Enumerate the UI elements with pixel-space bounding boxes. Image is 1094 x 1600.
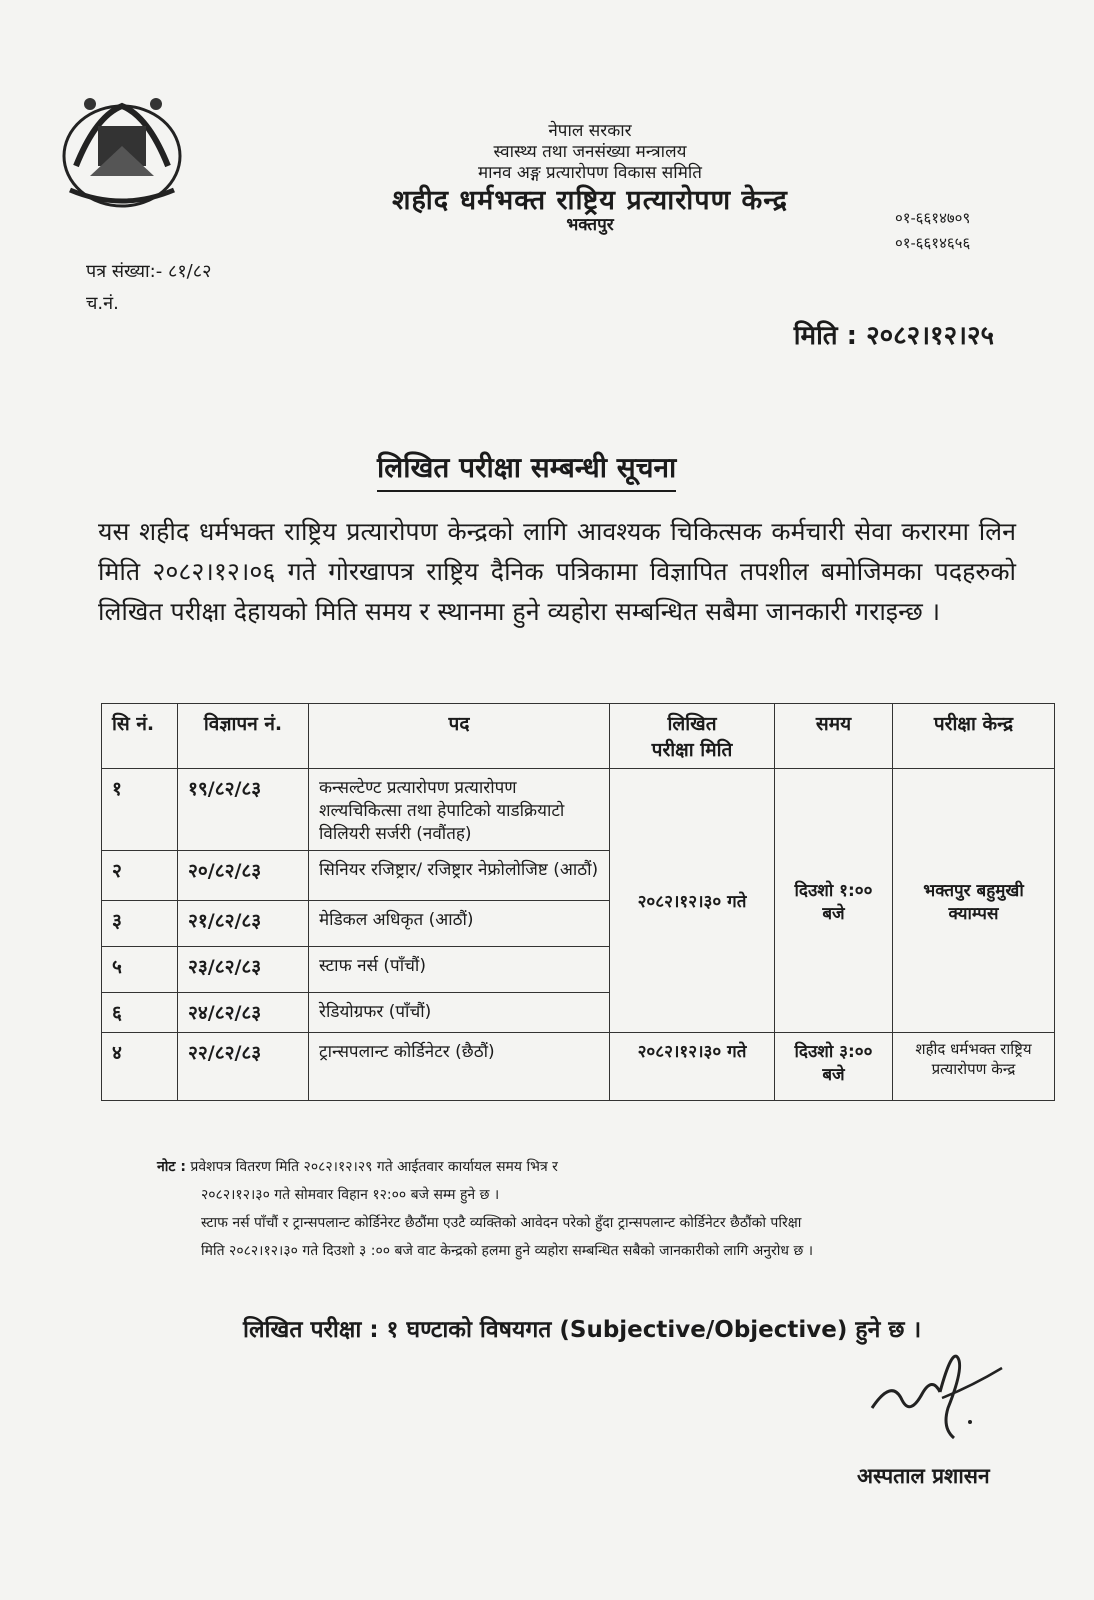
cell-ad-no: २४/८२/८३ [178,993,309,1033]
cell-sn: २ [102,851,178,901]
reference-block [86,256,211,320]
table-row [102,769,1055,851]
col-header-ad-no: विज्ञापन नं. [178,704,309,769]
notice-date: मिति : २०८२।१२।२५ [793,321,994,351]
cell-sn: ३ [102,901,178,947]
col-header-date-line2: परीक्षा मिति [651,739,733,761]
cell-exam-center: शहीद धर्मभक्त राष्ट्रिय प्रत्यारोपण केन्द्र [893,1033,1055,1101]
cell-post: ट्रान्सपलान्ट कोर्डिनेटर (छैठौं) [309,1033,610,1101]
col-header-post: पद [309,704,610,769]
cell-ad-no: १९/८२/८३ [178,769,309,851]
col-header-date [610,704,775,769]
signature-icon [862,1338,1012,1448]
cell-sn: ६ [102,993,178,1033]
table-row [102,1033,1055,1101]
header-location: भक्तपुर [566,215,614,235]
header-committee: मानव अङ्ग प्रत्यारोपण विकास समिति [478,163,702,183]
cell-sn: ४ [102,1033,178,1101]
col-header-time: समय [775,704,893,769]
exam-format: लिखित परीक्षा : १ घण्टाको विषयगत (Subjective/Objective) हुने छ । [243,1317,922,1343]
header-ministry: स्वास्थ्य तथा जनसंख्या मन्त्रालय [493,142,687,162]
header-govt: नेपाल सरकार [548,121,632,141]
col-header-date-line1: लिखित [667,713,717,735]
phone-number: ०१-६६१४६५६ [895,234,971,252]
cell-post: स्टाफ नर्स (पाँचौं) [309,947,610,993]
cell-ad-no: २०/८२/८३ [178,851,309,901]
note-label: नोट : [157,1159,186,1175]
cell-ad-no: २१/८२/८३ [178,901,309,947]
note-block [157,1153,1017,1265]
cell-post: रेडियोग्रफर (पाँचौं) [309,993,610,1033]
cell-exam-date: २०८२।१२।३० गते [610,1033,775,1101]
cell-exam-center: भक्तपुर बहुमुखी क्याम्पस [893,769,1055,1033]
cell-sn: ५ [102,947,178,993]
cell-exam-time: दिउशो ३:०० बजे [775,1033,893,1101]
note-line: २०८२।१२।३० गते सोमवार विहान १२:०० बजे सम्म हुने छ । [201,1187,500,1203]
table-header-row [102,704,1055,769]
cell-exam-time: दिउशो १:०० बजे [775,769,893,1033]
note-line: मिति २०८२।१२।३० गते दिउशो ३ :०० बजे वाट केन्द्रको हलमा हुने व्यहोरा सम्बन्धित सबैको जानकारीको लागि अनुरोध छ । [201,1243,814,1259]
letter-number: पत्र संख्या:- ८१/८२ [86,261,212,282]
notice-title: लिखित परीक्षा सम्बन्धी सूचना [377,448,676,492]
signatory-title: अस्पताल प्रशासन [857,1464,990,1488]
col-header-sn: सि नं. [102,704,178,769]
cell-ad-no: २३/८२/८३ [178,947,309,993]
header-org-name: शहीद धर्मभक्त राष्ट्रिय प्रत्यारोपण केन्द्र [392,185,788,216]
cell-exam-date: २०८२।१२।३० गते [610,769,775,1033]
notice-body: यस शहीद धर्मभक्त राष्ट्रिय प्रत्यारोपण केन्द्रको लागि आवश्यक चिकित्सक कर्मचारी सेवा करारमा लिन मिति २०८२।१२।०६ गते गोरखापत्र राष्ट्रिय दैनिक पत्रिकामा विज्ञापित तपशील बमोजिमका पदहरुको लिखित परीक्षा देहायको मिति समय र स्थानमा हुने व्यहोरा सम्बन्धित सबैमा जानकारी गराइन्छ । [98,517,1016,626]
phone-number: ०१-६६१४७०९ [895,209,971,227]
cell-sn: १ [102,769,178,851]
government-emblem-icon [56,86,188,216]
col-header-center: परीक्षा केन्द्र [893,704,1055,769]
dispatch-number: च.नं. [86,293,119,314]
cell-ad-no: २२/८२/८३ [178,1033,309,1101]
exam-schedule-table [101,703,1055,1101]
cell-post: कन्सल्टेण्ट प्रत्यारोपण प्रत्यारोपण शल्यचिकित्सा तथा हेपाटिको याडक्रियाटो विलियरी सर्जरी (नवौंतह) [309,769,610,851]
cell-post: सिनियर रजिष्ट्रार/ रजिष्ट्रार नेफ्रोलोजिष्ट (आठौं) [309,851,610,901]
note-line: स्टाफ नर्स पाँचौं र ट्रान्सपलान्ट कोर्डिनेरट छैठौंमा एउटै व्यक्तिको आवेदन परेको हुँदा ट्रान्सपलान्ट कोर्डिनेटर छैठौंको परिक्षा [201,1215,802,1231]
note-line: प्रवेशपत्र वितरण मिति २०८२।१२।२९ गते आईतवार कार्यायल समय भित्र र [190,1159,558,1175]
phone-numbers [895,206,970,256]
cell-post: मेडिकल अधिकृत (आठौं) [309,901,610,947]
